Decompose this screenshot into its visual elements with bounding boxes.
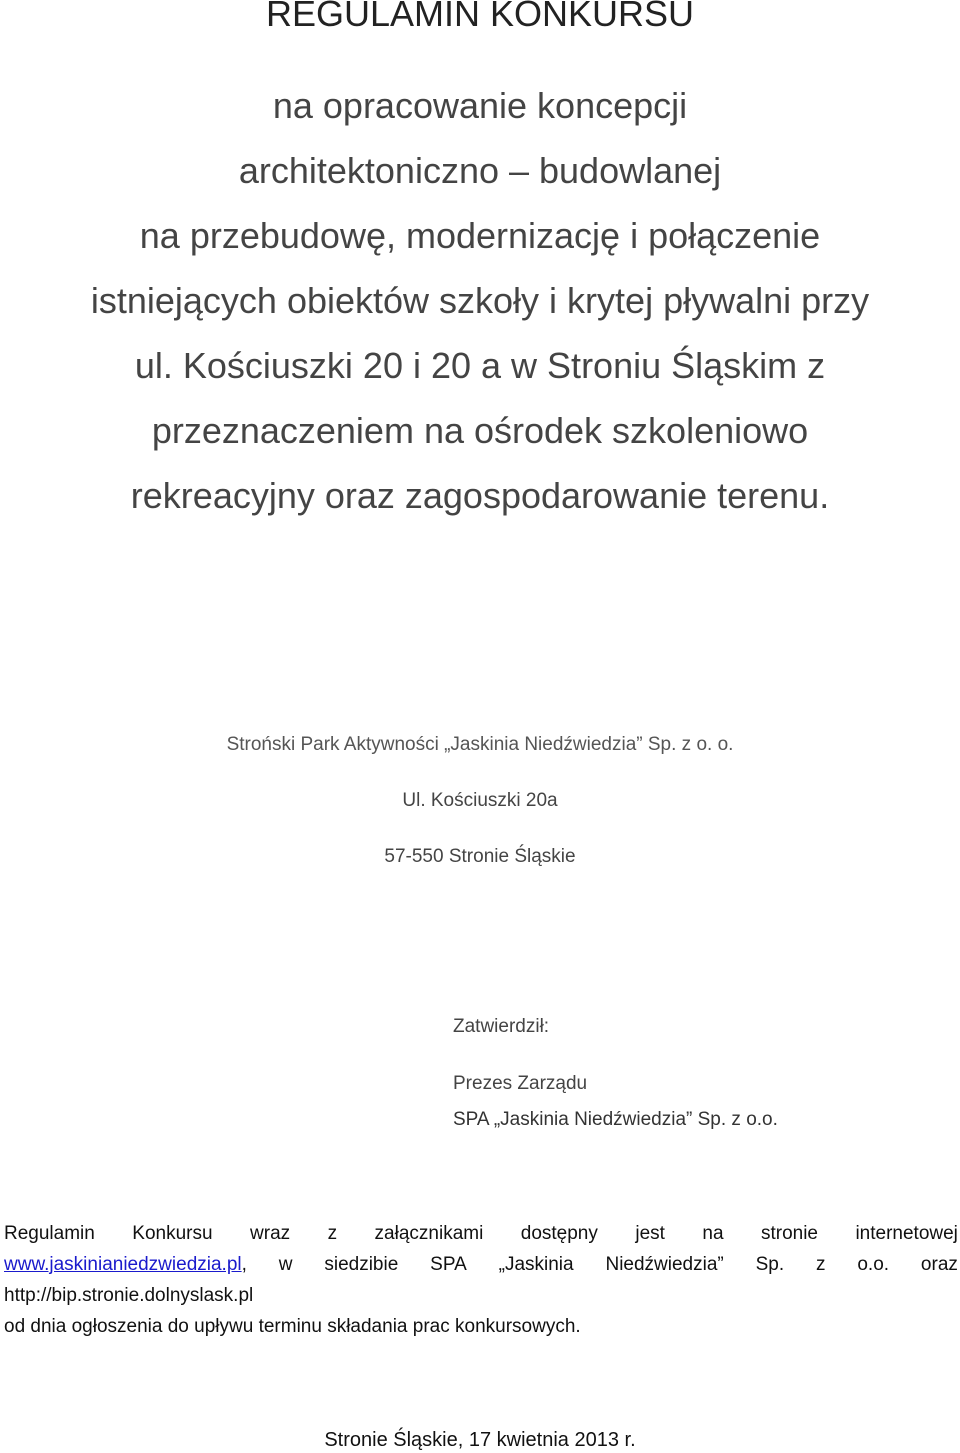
availability-line-2 bbox=[4, 1249, 958, 1280]
availability-closing: od dnia ogłoszenia do upływu terminu składania prac konkursowych. bbox=[4, 1316, 581, 1337]
word: dostępny bbox=[520, 1223, 598, 1244]
word: o.o. bbox=[857, 1254, 890, 1275]
word: jest bbox=[635, 1223, 665, 1244]
organizer-city: 57-550 Stronie Śląskie bbox=[384, 846, 576, 867]
word: Sp. bbox=[755, 1254, 785, 1275]
word: internetowej bbox=[855, 1223, 958, 1244]
competition-subject bbox=[0, 78, 960, 533]
organizer-street: Ul. Kościuszki 20a bbox=[402, 790, 558, 811]
bip-url-line bbox=[4, 1280, 958, 1311]
place-date: Stronie Śląskie, 17 kwietnia 2013 r. bbox=[324, 1429, 636, 1451]
approval-label: Zatwierdził: bbox=[453, 1016, 550, 1037]
word: „Jaskinia bbox=[498, 1254, 574, 1275]
subject-line: istniejących obiektów szkoły i krytej pływalni przy bbox=[90, 280, 870, 321]
word: siedzibie bbox=[324, 1254, 399, 1275]
availability-closing-line bbox=[4, 1311, 958, 1342]
word: Niedźwiedzia” bbox=[605, 1254, 724, 1275]
bip-url: http://bip.stronie.dolnyslask.pl bbox=[4, 1285, 254, 1306]
word: Regulamin bbox=[4, 1223, 95, 1244]
word: SPA bbox=[430, 1254, 467, 1275]
organizer-name: Stroński Park Aktywności „Jaskinia Niedźwiedzia” Sp. z o. o. bbox=[226, 734, 734, 755]
availability-paragraph bbox=[4, 1218, 958, 1249]
word: z bbox=[327, 1223, 338, 1244]
word: załącznikami bbox=[374, 1223, 484, 1244]
link-group bbox=[4, 1249, 247, 1280]
word: wraz bbox=[250, 1223, 291, 1244]
word: Konkursu bbox=[132, 1223, 213, 1244]
subject-line: na opracowanie koncepcji bbox=[272, 85, 688, 126]
subject-line: przeznaczeniem na ośrodek szkoleniowo bbox=[151, 410, 809, 451]
subject-line: rekreacyjny oraz zagospodarowanie terenu. bbox=[130, 475, 830, 516]
availability-line-1 bbox=[4, 1218, 958, 1249]
page-title: REGULAMIN KONKURSU bbox=[265, 0, 695, 34]
approver-role: Prezes Zarządu bbox=[453, 1073, 588, 1094]
word: oraz bbox=[920, 1254, 958, 1275]
word: , bbox=[241, 1254, 247, 1275]
subject-line: ul. Kościuszki 20 i 20 a w Stroniu Śląskim z bbox=[134, 345, 826, 386]
website-link[interactable]: www.jaskinianiedzwiedzia.pl bbox=[4, 1254, 242, 1275]
subject-line: architektoniczno – budowlanej bbox=[238, 150, 722, 191]
availability-line-2-wrap bbox=[4, 1249, 958, 1280]
word: w bbox=[278, 1254, 293, 1275]
word: na bbox=[702, 1223, 724, 1244]
word: z bbox=[816, 1254, 826, 1275]
subject-line: na przebudowę, modernizację i połączenie bbox=[139, 215, 821, 256]
word: stronie bbox=[760, 1223, 818, 1244]
approver-organization: SPA „Jaskinia Niedźwiedzia” Sp. z o.o. bbox=[453, 1109, 778, 1130]
